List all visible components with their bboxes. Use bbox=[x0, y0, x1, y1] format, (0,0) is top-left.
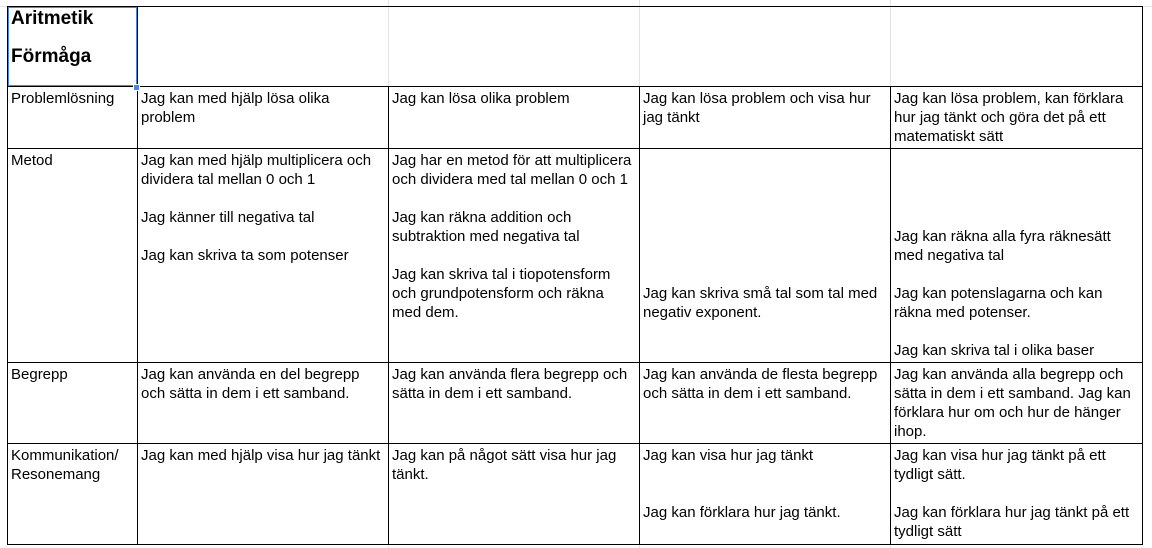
table-cell[interactable]: Jag kan med hjälp multiplicera och dividera tal mellan 0 och 1 Jag känner till negativa tal Jag kan skriva ta som potenser bbox=[138, 149, 389, 363]
title-aritmetik: Aritmetik bbox=[11, 8, 94, 29]
table-cell[interactable]: Jag kan lösa problem och visa hur jag tänkt bbox=[640, 87, 891, 149]
selection-fill-handle[interactable] bbox=[133, 84, 140, 91]
table-row bbox=[8, 363, 1143, 444]
table-cell[interactable]: Jag kan använda flera begrepp och sätta in dem i ett samband. bbox=[389, 363, 640, 444]
table-cell[interactable]: Jag kan räkna alla fyra räknesätt med negativa tal Jag kan potenslagarna och kan räkna med potenser. Jag kan skriva tal i olika baser bbox=[891, 149, 1143, 363]
table-row bbox=[8, 444, 1143, 545]
rubric-table bbox=[7, 6, 1143, 545]
title-cell[interactable] bbox=[8, 7, 138, 87]
table-cell[interactable]: Jag kan använda en del begrepp och sätta in dem i ett samband. bbox=[138, 363, 389, 444]
row-label-begrepp[interactable]: Begrepp bbox=[8, 363, 138, 444]
table-cell[interactable]: Jag kan med hjälp lösa olika problem bbox=[138, 87, 389, 149]
table-cell[interactable]: Jag kan lösa problem, kan förklara hur jag tänkt och göra det på ett matematiskt sätt bbox=[891, 87, 1143, 149]
row-label-problemlosning[interactable]: Problemlösning bbox=[8, 87, 138, 149]
table-cell[interactable]: Jag kan visa hur jag tänkt Jag kan förklara hur jag tänkt. bbox=[640, 444, 891, 545]
empty-header-cell[interactable] bbox=[138, 7, 1143, 87]
table-cell[interactable]: Jag kan använda alla begrepp och sätta in dem i ett samband. Jag kan förklara hur om och hur de hänger ihop. bbox=[891, 363, 1143, 444]
table-cell[interactable]: Jag kan lösa olika problem bbox=[389, 87, 640, 149]
row-label-kommunikation[interactable]: Kommunikation/ Resonemang bbox=[8, 444, 138, 545]
table-cell[interactable]: Jag kan använda de flesta begrepp och sätta in dem i ett samband. bbox=[640, 363, 891, 444]
table-row bbox=[8, 149, 1143, 363]
table-row bbox=[8, 87, 1143, 149]
table-cell[interactable]: Jag kan visa hur jag tänkt på ett tydligt sätt. Jag kan förklara hur jag tänkt på ett tydligt sätt bbox=[891, 444, 1143, 545]
table-cell[interactable]: Jag kan på något sätt visa hur jag tänkt. bbox=[389, 444, 640, 545]
table-cell[interactable]: Jag har en metod för att multiplicera och dividera med tal mellan 0 och 1 Jag kan räkna addition och subtraktion med negativa tal Jag kan skriva tal i tiopotensform och grundpotensform och räkna med dem. bbox=[389, 149, 640, 363]
header-row bbox=[8, 7, 1143, 87]
table-cell[interactable]: Jag kan skriva små tal som tal med negativ exponent. bbox=[640, 149, 891, 363]
table-cell[interactable]: Jag kan med hjälp visa hur jag tänkt bbox=[138, 444, 389, 545]
title-formaga: Förmåga bbox=[11, 46, 92, 67]
row-label-metod[interactable]: Metod bbox=[8, 149, 138, 363]
